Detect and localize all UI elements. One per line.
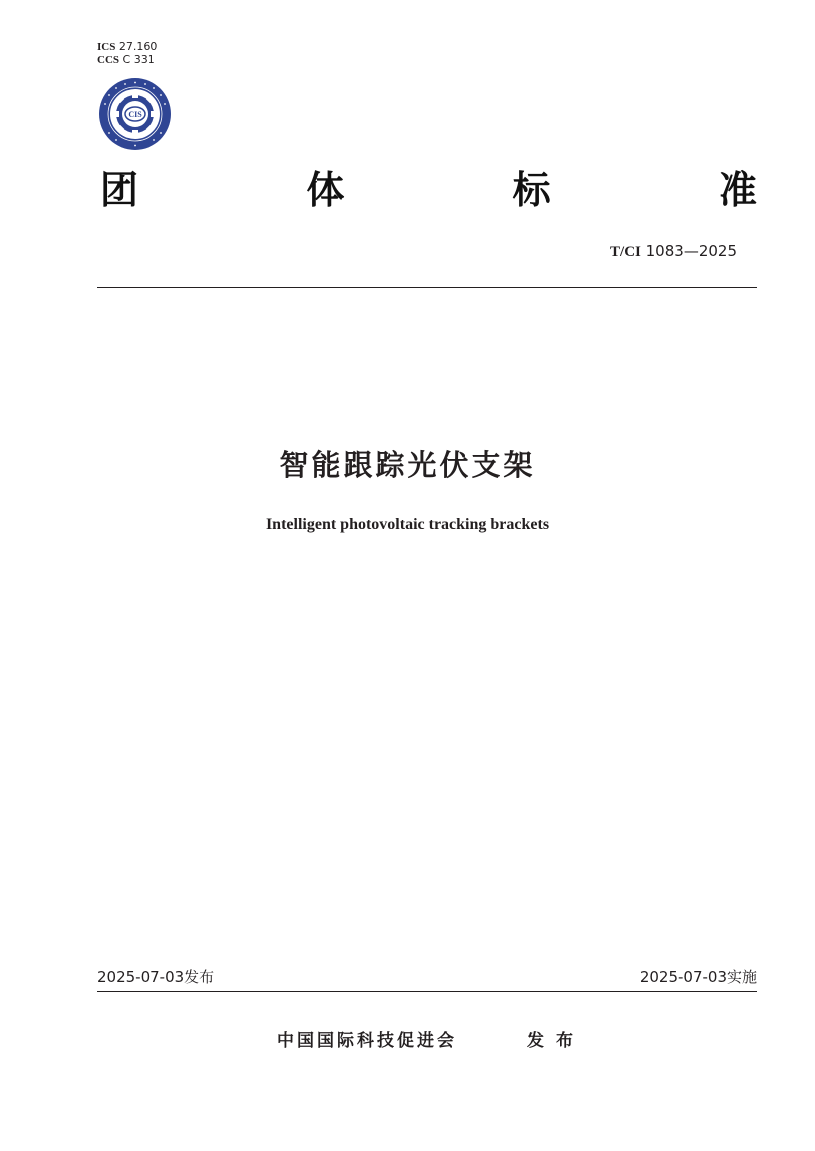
organization-logo <box>98 77 172 151</box>
implement-date: 2025-07-03实施 <box>639 968 757 986</box>
english-title: Intelligent photovoltaic tracking brackets <box>265 516 550 533</box>
issue-label: 发布 <box>527 1031 585 1051</box>
ccs-code <box>97 53 155 67</box>
ics-code <box>97 40 157 54</box>
title-char-3: 标 <box>512 168 551 212</box>
issuer-name: 中国国际科技促进会 <box>277 1031 457 1051</box>
footer-divider <box>97 991 757 992</box>
chinese-title: 智能跟踪光伏支架 <box>279 448 536 482</box>
ccs-value: C 331 <box>122 53 155 66</box>
logo-text: CIS <box>128 110 142 119</box>
title-char-1: 团 <box>100 168 139 212</box>
ics-label: ICS <box>97 41 116 53</box>
standard-number <box>610 242 737 261</box>
title-char-4: 准 <box>718 168 757 212</box>
title-char-2: 体 <box>306 168 345 212</box>
standard-code: T/CI <box>610 244 641 260</box>
standard-year: 1083—2025 <box>645 242 737 260</box>
publish-date: 2025-07-03发布 <box>97 968 215 986</box>
document-type-title <box>100 166 757 214</box>
ics-value: 27.160 <box>118 40 158 53</box>
header-divider <box>97 287 757 288</box>
ccs-label: CCS <box>97 54 120 66</box>
